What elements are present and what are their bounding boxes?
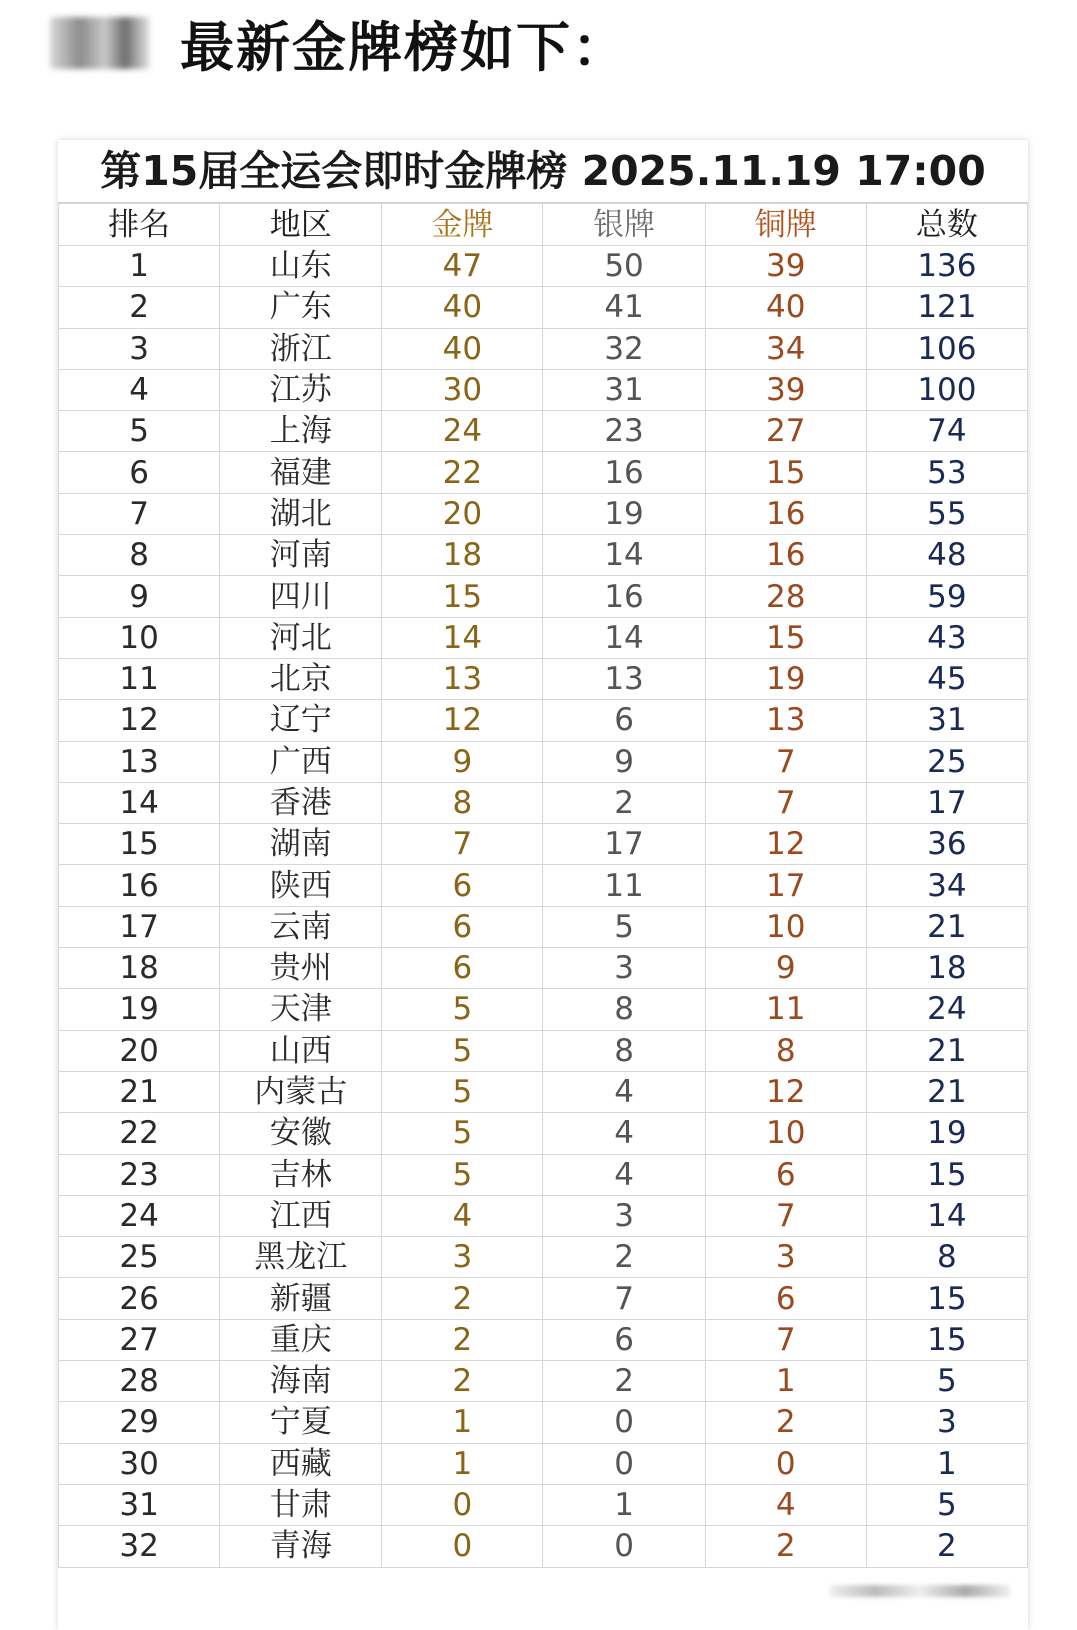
table-row [59,246,1028,287]
cell-bronze: 4 [705,1484,866,1525]
medal-table [58,203,1028,1568]
cell-total: 1 [866,1443,1027,1484]
cell-gold: 5 [382,1030,543,1071]
table-row [59,493,1028,534]
cell-rank: 30 [59,1443,220,1484]
table-row [59,906,1028,947]
cell-gold: 13 [382,658,543,699]
cell-region: 重庆 [220,1319,382,1360]
cell-silver: 6 [543,1319,705,1360]
cell-bronze: 15 [705,617,866,658]
cell-gold: 2 [382,1319,543,1360]
medal-table-card [58,140,1028,1630]
cell-gold: 1 [382,1443,543,1484]
cell-total: 21 [866,1071,1027,1112]
cell-rank: 25 [59,1237,220,1278]
cell-silver: 31 [543,369,705,410]
cell-silver: 41 [543,287,705,328]
cell-total: 55 [866,493,1027,534]
cell-rank: 32 [59,1526,220,1567]
table-row [59,328,1028,369]
heading-text: 最新金牌榜如下： [180,15,628,79]
table-row [59,948,1028,989]
cell-bronze: 10 [705,906,866,947]
cell-total: 14 [866,1195,1027,1236]
table-row [59,700,1028,741]
cell-bronze: 2 [705,1402,866,1443]
cell-bronze: 40 [705,287,866,328]
table-body [59,246,1028,1568]
cell-rank: 23 [59,1154,220,1195]
cell-bronze: 0 [705,1443,866,1484]
cell-bronze: 1 [705,1361,866,1402]
cell-region: 湖北 [220,493,382,534]
cell-rank: 22 [59,1113,220,1154]
table-row [59,411,1028,452]
cell-gold: 14 [382,617,543,658]
cell-silver: 14 [543,617,705,658]
cell-silver: 3 [543,1195,705,1236]
cell-silver: 50 [543,246,705,287]
cell-silver: 4 [543,1113,705,1154]
cell-rank: 16 [59,865,220,906]
cell-region: 四川 [220,576,382,617]
table-row [59,989,1028,1030]
blurred-watermark [830,1585,1010,1597]
cell-silver: 0 [543,1402,705,1443]
cell-gold: 1 [382,1402,543,1443]
cell-bronze: 27 [705,411,866,452]
table-row [59,1237,1028,1278]
cell-region: 山西 [220,1030,382,1071]
cell-gold: 6 [382,865,543,906]
cell-bronze: 3 [705,1237,866,1278]
table-row [59,576,1028,617]
cell-total: 106 [866,328,1027,369]
cell-region: 上海 [220,411,382,452]
table-row [59,1319,1028,1360]
cell-gold: 6 [382,906,543,947]
cell-bronze: 7 [705,782,866,823]
cell-gold: 20 [382,493,543,534]
cell-silver: 8 [543,989,705,1030]
cell-total: 36 [866,824,1027,865]
cell-rank: 13 [59,741,220,782]
cell-bronze: 6 [705,1278,866,1319]
cell-total: 17 [866,782,1027,823]
cell-region: 陕西 [220,865,382,906]
cell-silver: 4 [543,1071,705,1112]
cell-silver: 19 [543,493,705,534]
cell-rank: 11 [59,658,220,699]
table-row [59,369,1028,410]
cell-total: 136 [866,246,1027,287]
cell-rank: 8 [59,535,220,576]
cell-region: 河北 [220,617,382,658]
cell-bronze: 39 [705,246,866,287]
cell-silver: 14 [543,535,705,576]
cell-total: 5 [866,1361,1027,1402]
cell-gold: 5 [382,1113,543,1154]
cell-region: 西藏 [220,1443,382,1484]
table-row [59,1526,1028,1567]
cell-total: 15 [866,1154,1027,1195]
cell-silver: 4 [543,1154,705,1195]
cell-gold: 22 [382,452,543,493]
cell-total: 31 [866,700,1027,741]
cell-total: 25 [866,741,1027,782]
header-row [59,204,1028,246]
cell-region: 湖南 [220,824,382,865]
cell-rank: 29 [59,1402,220,1443]
cell-bronze: 16 [705,493,866,534]
cell-rank: 2 [59,287,220,328]
table-row [59,824,1028,865]
cell-bronze: 34 [705,328,866,369]
cell-total: 3 [866,1402,1027,1443]
table-title: 第15届全运会即时金牌榜 2025.11.19 17:00 [58,140,1028,203]
cell-total: 53 [866,452,1027,493]
cell-silver: 0 [543,1526,705,1567]
cell-bronze: 8 [705,1030,866,1071]
table-row [59,1154,1028,1195]
cell-region: 云南 [220,906,382,947]
cell-region: 香港 [220,782,382,823]
cell-total: 48 [866,535,1027,576]
table-row [59,1402,1028,1443]
cell-silver: 7 [543,1278,705,1319]
cell-bronze: 10 [705,1113,866,1154]
cell-rank: 1 [59,246,220,287]
cell-bronze: 12 [705,824,866,865]
cell-gold: 2 [382,1278,543,1319]
table-row [59,617,1028,658]
cell-total: 24 [866,989,1027,1030]
cell-rank: 18 [59,948,220,989]
cell-rank: 12 [59,700,220,741]
cell-region: 贵州 [220,948,382,989]
cell-bronze: 16 [705,535,866,576]
cell-silver: 9 [543,741,705,782]
cell-bronze: 6 [705,1154,866,1195]
cell-rank: 20 [59,1030,220,1071]
cell-bronze: 7 [705,1319,866,1360]
cell-region: 青海 [220,1526,382,1567]
cell-gold: 40 [382,287,543,328]
table-row [59,1484,1028,1525]
table-row [59,658,1028,699]
cell-rank: 31 [59,1484,220,1525]
cell-region: 天津 [220,989,382,1030]
cell-silver: 16 [543,452,705,493]
cell-rank: 19 [59,989,220,1030]
cell-silver: 3 [543,948,705,989]
cell-gold: 8 [382,782,543,823]
cell-gold: 5 [382,1071,543,1112]
cell-total: 15 [866,1319,1027,1360]
table-row [59,452,1028,493]
cell-region: 宁夏 [220,1402,382,1443]
cell-gold: 9 [382,741,543,782]
cell-gold: 0 [382,1526,543,1567]
table-row [59,1195,1028,1236]
cell-rank: 6 [59,452,220,493]
cell-region: 黑龙江 [220,1237,382,1278]
cell-total: 121 [866,287,1027,328]
cell-bronze: 12 [705,1071,866,1112]
cell-rank: 14 [59,782,220,823]
cell-silver: 6 [543,700,705,741]
cell-rank: 17 [59,906,220,947]
header-bronze: 铜牌 [705,204,866,246]
cell-region: 北京 [220,658,382,699]
cell-region: 江苏 [220,369,382,410]
cell-bronze: 19 [705,658,866,699]
cell-total: 100 [866,369,1027,410]
cell-total: 18 [866,948,1027,989]
cell-bronze: 7 [705,741,866,782]
cell-region: 浙江 [220,328,382,369]
cell-rank: 4 [59,369,220,410]
cell-gold: 40 [382,328,543,369]
table-row [59,1071,1028,1112]
cell-bronze: 17 [705,865,866,906]
cell-rank: 7 [59,493,220,534]
cell-total: 2 [866,1526,1027,1567]
cell-gold: 6 [382,948,543,989]
table-row [59,1030,1028,1071]
cell-total: 21 [866,906,1027,947]
cell-region: 吉林 [220,1154,382,1195]
table-row [59,287,1028,328]
cell-gold: 30 [382,369,543,410]
header-region: 地区 [220,204,382,246]
cell-silver: 5 [543,906,705,947]
cell-region: 甘肃 [220,1484,382,1525]
cell-gold: 12 [382,700,543,741]
cell-bronze: 11 [705,989,866,1030]
cell-gold: 15 [382,576,543,617]
cell-gold: 47 [382,246,543,287]
cell-rank: 27 [59,1319,220,1360]
cell-bronze: 9 [705,948,866,989]
cell-rank: 26 [59,1278,220,1319]
cell-rank: 3 [59,328,220,369]
cell-total: 19 [866,1113,1027,1154]
table-row [59,1113,1028,1154]
cell-silver: 1 [543,1484,705,1525]
cell-rank: 21 [59,1071,220,1112]
cell-total: 74 [866,411,1027,452]
table-row [59,1443,1028,1484]
cell-region: 安徽 [220,1113,382,1154]
cell-total: 21 [866,1030,1027,1071]
cell-region: 山东 [220,246,382,287]
cell-gold: 5 [382,989,543,1030]
cell-bronze: 15 [705,452,866,493]
cell-total: 59 [866,576,1027,617]
cell-region: 福建 [220,452,382,493]
cell-region: 海南 [220,1361,382,1402]
cell-bronze: 13 [705,700,866,741]
cell-silver: 2 [543,782,705,823]
table-row [59,1278,1028,1319]
cell-total: 43 [866,617,1027,658]
table-row [59,1361,1028,1402]
header-total: 总数 [866,204,1027,246]
cell-rank: 28 [59,1361,220,1402]
cell-silver: 32 [543,328,705,369]
cell-region: 辽宁 [220,700,382,741]
blurred-avatar [50,17,150,69]
cell-rank: 5 [59,411,220,452]
cell-gold: 2 [382,1361,543,1402]
cell-total: 34 [866,865,1027,906]
cell-rank: 15 [59,824,220,865]
cell-region: 广东 [220,287,382,328]
cell-total: 8 [866,1237,1027,1278]
cell-gold: 7 [382,824,543,865]
cell-total: 5 [866,1484,1027,1525]
cell-gold: 4 [382,1195,543,1236]
cell-region: 河南 [220,535,382,576]
cell-rank: 10 [59,617,220,658]
table-row [59,535,1028,576]
cell-silver: 17 [543,824,705,865]
cell-region: 广西 [220,741,382,782]
cell-bronze: 7 [705,1195,866,1236]
cell-region: 内蒙古 [220,1071,382,1112]
cell-silver: 2 [543,1361,705,1402]
cell-region: 新疆 [220,1278,382,1319]
cell-gold: 0 [382,1484,543,1525]
cell-total: 45 [866,658,1027,699]
table-row [59,782,1028,823]
post-heading [50,8,628,78]
table-row [59,741,1028,782]
table-row [59,865,1028,906]
cell-silver: 13 [543,658,705,699]
cell-bronze: 39 [705,369,866,410]
cell-gold: 18 [382,535,543,576]
cell-bronze: 2 [705,1526,866,1567]
cell-gold: 24 [382,411,543,452]
cell-silver: 0 [543,1443,705,1484]
cell-silver: 16 [543,576,705,617]
cell-silver: 2 [543,1237,705,1278]
header-gold: 金牌 [382,204,543,246]
header-rank: 排名 [59,204,220,246]
cell-bronze: 28 [705,576,866,617]
cell-silver: 23 [543,411,705,452]
cell-rank: 9 [59,576,220,617]
header-silver: 银牌 [543,204,705,246]
cell-silver: 11 [543,865,705,906]
cell-rank: 24 [59,1195,220,1236]
cell-gold: 3 [382,1237,543,1278]
cell-silver: 8 [543,1030,705,1071]
cell-region: 江西 [220,1195,382,1236]
cell-gold: 5 [382,1154,543,1195]
cell-total: 15 [866,1278,1027,1319]
